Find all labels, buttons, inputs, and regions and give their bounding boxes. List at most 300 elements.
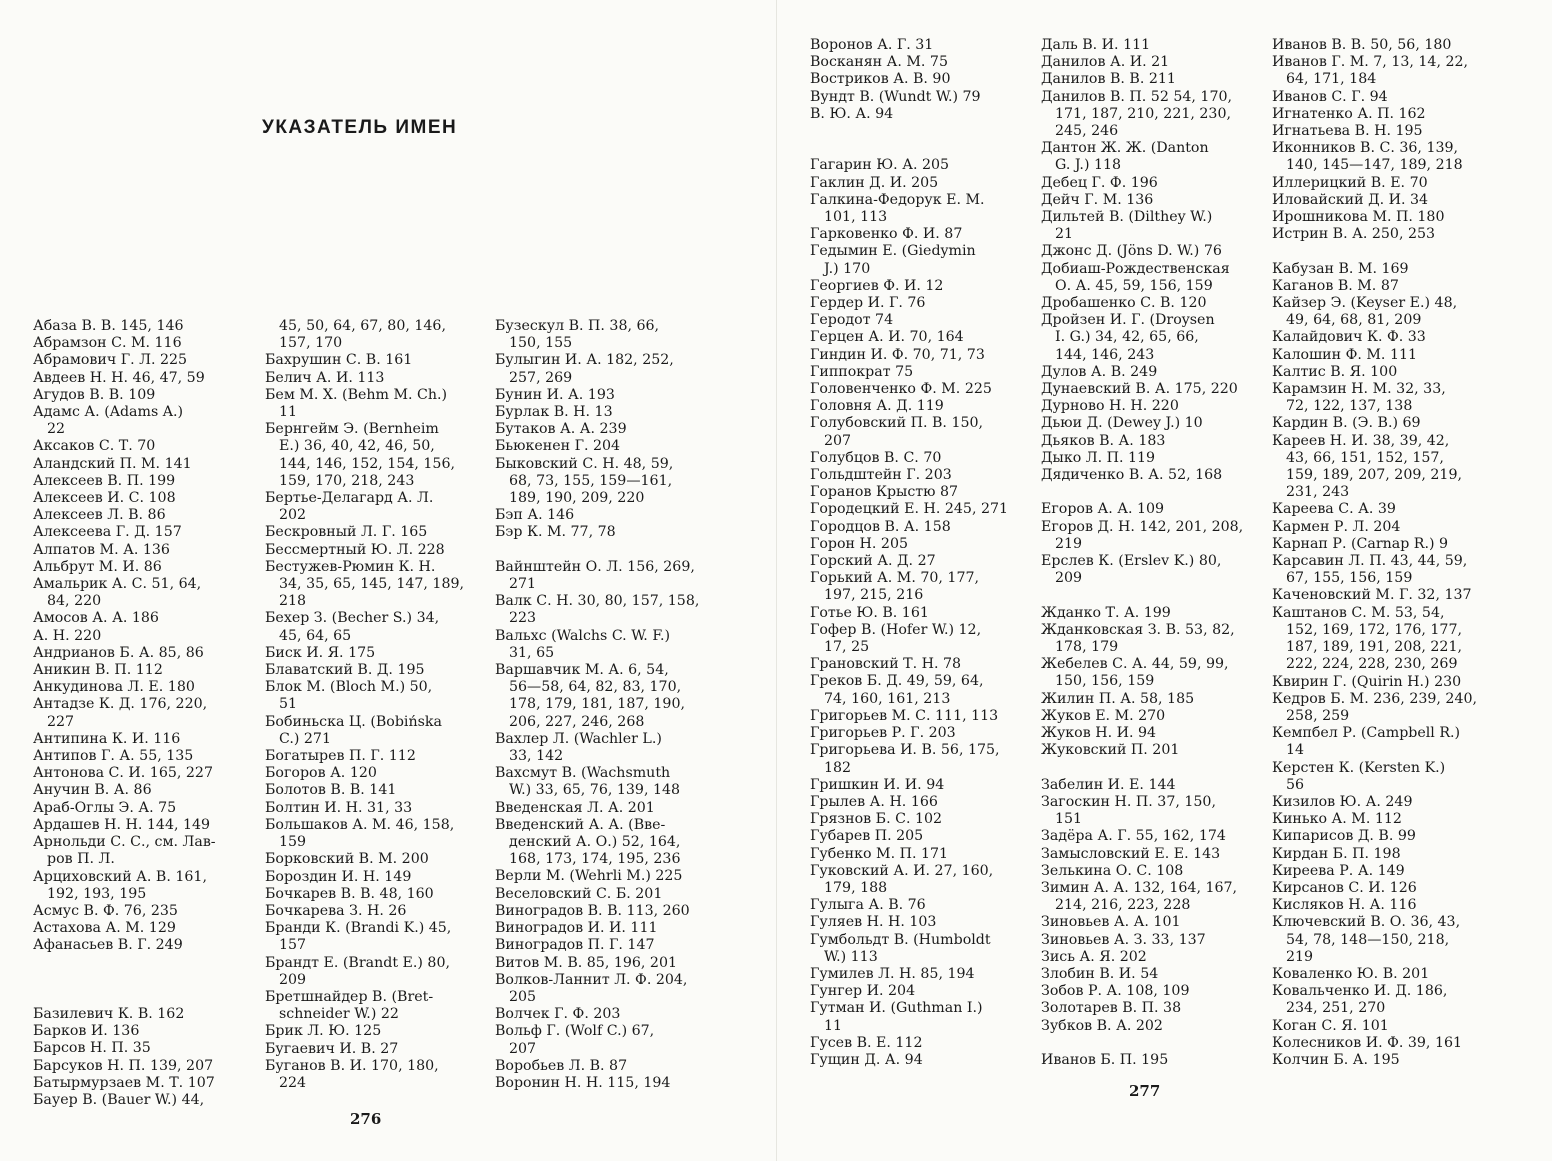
index-entry: Ардашев Н. Н. 144, 149	[33, 816, 211, 833]
index-entry: Городецкий Е. Н. 245, 271	[810, 501, 1009, 518]
index-entry: Зелькина О. С. 108	[1041, 862, 1184, 879]
index-entry: Волчек Г. Ф. 203	[495, 1006, 621, 1023]
index-entry-continuation: 202	[279, 507, 307, 524]
index-entry: Карамзин Н. М. 32, 33,	[1272, 381, 1446, 398]
index-entry: Голубовский П. В. 150,	[810, 415, 984, 432]
index-entry: Кипарисов Д. В. 99	[1272, 828, 1416, 845]
index-entry-continuation: 179, 188	[824, 879, 888, 896]
index-entry-continuation: 178, 179	[1055, 639, 1119, 656]
index-entry-continuation: G. J.) 118	[1055, 157, 1122, 174]
index-entry: Иванов В. В. 50, 56, 180	[1272, 37, 1452, 53]
index-entry: Бузескул В. П. 38, 66,	[495, 318, 660, 334]
index-entry: Бутаков А. А. 239	[495, 421, 627, 438]
index-entry: Алексеев В. П. 199	[33, 472, 176, 489]
index-entry-continuation: 64, 171, 184	[1286, 71, 1377, 88]
index-entry: Аксаков С. Т. 70	[33, 438, 156, 455]
index-entry: Бахрушин С. В. 161	[265, 352, 413, 369]
index-entry-continuation: 151	[1055, 811, 1083, 828]
index-entry: Городцов В. А. 158	[810, 518, 951, 535]
index-entry: Головня А. Д. 119	[810, 398, 944, 415]
index-entry: Дантон Ж. Ж. (Danton	[1041, 140, 1209, 157]
index-entry-continuation: 150, 156, 159	[1055, 673, 1155, 690]
index-entry: Дулов А. В. 249	[1041, 363, 1158, 380]
index-entry: Бем М. Х. (Behm M. Ch.)	[265, 386, 448, 403]
index-entry: Данилов А. И. 21	[1041, 54, 1170, 71]
index-entry: Иллерицкий В. Е. 70	[1272, 174, 1428, 191]
index-entry-continuation: денский А. О.) 52, 164,	[509, 834, 681, 851]
index-entry: Брандт Е. (Brandt E.) 80,	[265, 954, 450, 971]
index-entry: Быковский С. Н. 48, 59,	[495, 455, 674, 472]
index-entry: Гедымин Е. (Giedymin	[810, 243, 976, 260]
index-entry-continuation: 45, 50, 64, 67, 80, 146,	[279, 318, 446, 334]
index-entry: Данилов В. П. 52 54, 170,	[1041, 88, 1233, 105]
index-entry: Араб-Оглы Э. А. 75	[33, 799, 177, 816]
index-entry-continuation: 209	[1055, 570, 1083, 587]
section-gap	[33, 955, 216, 972]
index-entry-continuation: 54, 78, 148—150, 218,	[1286, 931, 1450, 948]
index-entry-continuation: 219	[1055, 535, 1083, 552]
index-entry-continuation: I. G.) 34, 42, 65, 66,	[1055, 329, 1199, 346]
index-entry: Каченовский М. Г. 32, 137	[1272, 587, 1472, 604]
index-entry: Жданковская З. В. 53, 82,	[1041, 621, 1235, 638]
index-entry: Колесников И. Ф. 39, 161	[1272, 1034, 1463, 1051]
index-entry-continuation: 56—58, 64, 82, 83, 170,	[509, 679, 682, 696]
index-entry: Злобин В. И. 54	[1041, 965, 1159, 982]
index-column-2	[265, 318, 464, 1092]
index-entry: Абрамзон С. М. 116	[33, 335, 182, 352]
index-entry-continuation: 14	[1286, 742, 1305, 759]
index-entry: Барсуков Н. П. 139, 207	[33, 1057, 214, 1074]
index-entry-continuation: 31, 65	[509, 644, 555, 661]
index-entry: Бескровный Л. Г. 165	[265, 524, 428, 541]
index-entry: Данилов В. В. 211	[1041, 71, 1176, 88]
index-entry-continuation: C.) 271	[279, 730, 331, 747]
index-entry: Греков Б. Д. 49, 59, 64,	[810, 673, 984, 690]
index-entry: Кисляков Н. А. 116	[1272, 897, 1417, 914]
index-entry-continuation: 187, 189, 191, 208, 221,	[1286, 639, 1462, 656]
index-entry: Каганов В. М. 87	[1272, 277, 1399, 294]
index-entry: Замысловский Е. Е. 143	[1041, 845, 1221, 862]
index-entry-continuation: 168, 173, 174, 195, 236	[509, 851, 681, 868]
index-entry: Бьюкенен Г. 204	[495, 438, 621, 455]
index-entry-continuation: 21	[1055, 226, 1074, 243]
index-entry: Дыко Л. П. 119	[1041, 449, 1156, 466]
index-entry: Ключевский В. О. 36, 43,	[1272, 914, 1461, 931]
index-entry: Истрин В. А. 250, 253	[1272, 226, 1436, 243]
index-entry: Кармен Р. Л. 204	[1272, 518, 1401, 535]
index-entry-continuation: 101, 113	[824, 209, 888, 225]
index-entry: Кинько А. М. 112	[1272, 811, 1402, 828]
index-entry-continuation: 207	[509, 1040, 537, 1057]
index-entry: Забелин И. Е. 144	[1041, 776, 1176, 793]
index-entry-continuation: 11	[279, 404, 298, 421]
index-entry: Грязнов Б. С. 102	[810, 811, 943, 828]
index-entry-continuation: 157	[279, 937, 307, 954]
index-entry: Бунин И. А. 193	[495, 386, 615, 403]
index-entry: Кизилов Ю. А. 249	[1272, 793, 1413, 810]
section-gap	[1041, 760, 1243, 777]
index-entry: Гердер И. Г. 76	[810, 295, 926, 312]
index-entry: Брик Л. Ю. 125	[265, 1023, 382, 1040]
index-entry: Бессмертный Ю. Л. 228	[265, 541, 445, 558]
index-entry: Галкина-Федорук Е. М.	[810, 191, 985, 208]
index-entry: Герцен А. И. 70, 164	[810, 329, 964, 346]
index-entry: Гаклин Д. И. 205	[810, 174, 939, 191]
index-entry: Дунаевский В. А. 175, 220	[1041, 381, 1238, 398]
index-entry: Гутман И. (Guthman I.)	[810, 1000, 983, 1017]
index-entry: Батырмурзаев М. Т. 107	[33, 1074, 215, 1091]
index-entry: Аникин В. П. 112	[33, 662, 163, 679]
index-entry-continuation: W.) 113	[824, 948, 878, 965]
index-entry-continuation: schneider W.) 22	[279, 1006, 399, 1023]
index-entry: Верли М. (Wehrli M.) 225	[495, 868, 683, 885]
index-entry-continuation: 207	[824, 432, 852, 449]
index-entry: Богатырев П. Г. 112	[265, 748, 416, 765]
index-entry: Зиновьев А. З. 33, 137	[1041, 931, 1206, 948]
index-entry: Игнатенко А. П. 162	[1272, 105, 1426, 122]
index-entry: Введенский А. А. (Вве-	[495, 816, 666, 833]
index-entry: Гиндин И. Ф. 70, 71, 73	[810, 346, 985, 363]
index-entry: Кедров Б. М. 236, 239, 240,	[1272, 690, 1478, 707]
index-entry: Ерслев К. (Erslev K.) 80,	[1041, 553, 1222, 570]
section-gap	[33, 972, 216, 989]
index-entry: Загоскин Н. П. 37, 150,	[1041, 793, 1216, 810]
index-entry: Зись А. Я. 202	[1041, 948, 1147, 965]
index-entry-continuation: 192, 193, 195	[47, 885, 147, 902]
index-entry: Борковский В. М. 200	[265, 851, 429, 868]
index-entry: Зиновьев А. А. 101	[1041, 914, 1181, 931]
index-entry: Гунгер И. 204	[810, 983, 916, 1000]
index-entry: Вольф Г. (Wolf C.) 67,	[495, 1023, 655, 1040]
index-entry: А. Н. 220	[33, 627, 102, 644]
index-entry: Анучин В. А. 86	[33, 782, 152, 799]
index-entry: Ирошникова М. П. 180	[1272, 209, 1445, 226]
section-gap	[1041, 484, 1243, 501]
index-entry-continuation: 150, 155	[509, 335, 573, 352]
index-entry: Абаза В. В. 145, 146	[33, 318, 184, 334]
index-entry: Гуляев Н. Н. 103	[810, 914, 937, 931]
index-entry: Игнатьева В. Н. 195	[1272, 123, 1423, 140]
index-entry: Квирин Г. (Quirin H.) 230	[1272, 673, 1462, 690]
index-entry: Антипина К. И. 116	[33, 730, 181, 747]
index-entry-continuation: 22	[47, 421, 66, 438]
index-entry: Валк С. Н. 30, 80, 157, 158,	[495, 593, 700, 610]
index-entry: Дьяков В. А. 183	[1041, 432, 1166, 449]
index-entry: Григорьев М. С. 111, 113	[810, 707, 999, 724]
index-entry: Авдеев Н. Н. 46, 47, 59	[33, 369, 205, 386]
index-entry: Жданко Т. А. 199	[1041, 604, 1171, 621]
index-entry: Дурново Н. Н. 220	[1041, 398, 1179, 415]
index-entry: Антипов Г. А. 55, 135	[33, 748, 194, 765]
index-entry: Каштанов С. М. 53, 54,	[1272, 604, 1445, 621]
index-entry: Голубцов В. С. 70	[810, 449, 942, 466]
index-entry-continuation: 159	[279, 834, 307, 851]
index-entry: Астахова А. М. 129	[33, 920, 176, 937]
index-entry: Егоров Д. Н. 142, 201, 208,	[1041, 518, 1244, 535]
index-entry: Гумилев Л. Н. 85, 194	[810, 965, 975, 982]
index-entry: Алексеева Г. Д. 157	[33, 524, 182, 541]
index-entry-continuation: 11	[824, 1017, 843, 1034]
index-entry: Готье Ю. В. 161	[810, 604, 929, 621]
index-entry-continuation: 159, 170, 218, 243	[279, 472, 415, 489]
index-entry: Вальхс (Walchs C. W. F.)	[495, 627, 670, 644]
index-entry: Гиппократ 75	[810, 363, 914, 380]
index-entry: Вахлер Л. (Wachler L.)	[495, 730, 662, 747]
index-entry: Кирсанов С. И. 126	[1272, 879, 1417, 896]
page-number-right: 277	[1129, 1082, 1161, 1100]
index-entry-continuation: 209	[279, 971, 307, 988]
index-entry: Добиаш-Рождественская	[1041, 260, 1230, 277]
index-entry: Гарковенко Ф. И. 87	[810, 226, 963, 243]
index-entry: Дробашенко С. В. 120	[1041, 295, 1207, 312]
index-entry: Горон Н. 205	[810, 535, 908, 552]
index-entry: Анкудинова Л. Е. 180	[33, 679, 195, 696]
index-entry-continuation: 159, 189, 207, 209, 219,	[1286, 467, 1462, 484]
index-entry-continuation: 43, 66, 151, 152, 157,	[1286, 449, 1444, 466]
index-entry: Асмус В. Ф. 76, 235	[33, 902, 178, 919]
index-column-1	[33, 318, 216, 1109]
index-entry: Виноградов П. Г. 147	[495, 937, 655, 954]
index-entry: Джонс Д. (Jöns D. W.) 76	[1041, 243, 1222, 260]
index-entry-continuation: 74, 160, 161, 213	[824, 690, 951, 707]
index-entry: Гусев В. Е. 112	[810, 1034, 923, 1051]
index-entry-continuation: 234, 251, 270	[1286, 1000, 1386, 1017]
index-entry: Бауер В. (Bauer W.) 44,	[33, 1092, 205, 1109]
index-entry: Георгиев Ф. И. 12	[810, 277, 944, 294]
index-entry: Алексеев Л. В. 86	[33, 507, 166, 524]
index-entry-continuation: 189, 190, 209, 220	[509, 490, 645, 507]
index-entry: Антонова С. И. 165, 227	[33, 765, 213, 782]
index-entry: Григорьева И. В. 56, 175,	[810, 742, 1000, 759]
index-entry-continuation: 182	[824, 759, 852, 776]
index-entry: Варшавчик М. А. 6, 54,	[495, 662, 669, 679]
index-entry: Горский А. Д. 27	[810, 553, 936, 570]
index-entry: Барков И. 136	[33, 1023, 140, 1040]
index-entry: Бестужев-Рюмин К. Н.	[265, 558, 436, 575]
index-entry: Егоров А. А. 109	[1041, 501, 1165, 518]
index-entry: Базилевич К. В. 162	[33, 1006, 185, 1023]
index-entry-continuation: 45, 64, 65	[279, 627, 352, 644]
index-entry-continuation: 56	[1286, 776, 1305, 793]
index-entry: Бехер З. (Becher S.) 34,	[265, 610, 440, 627]
index-entry: Иловайский Д. И. 34	[1272, 191, 1429, 208]
index-entry-continuation: 67, 155, 156, 159	[1286, 570, 1413, 587]
index-entry: В. Ю. А. 94	[810, 105, 894, 122]
index-entry: Бэп А. 146	[495, 507, 575, 524]
index-entry: Волков-Ланнит Л. Ф. 204,	[495, 971, 688, 988]
index-entry-continuation: 51	[279, 696, 298, 713]
index-entry: Дильтей В. (Dilthey W.)	[1041, 209, 1213, 226]
index-entry: Киреева Р. А. 149	[1272, 862, 1405, 879]
index-entry-continuation: E.) 36, 40, 42, 46, 50,	[279, 438, 435, 455]
index-entry-continuation: 33, 142	[509, 748, 564, 765]
index-entry: Коваленко Ю. В. 201	[1272, 965, 1430, 982]
index-entry: Андрианов Б. А. 85, 86	[33, 644, 204, 661]
index-entry: Булыгин И. А. 182, 252,	[495, 352, 674, 369]
section-gap	[810, 140, 1008, 157]
index-entry: Иванов С. Г. 94	[1272, 88, 1388, 105]
index-entry: Зимин А. А. 132, 164, 167,	[1041, 879, 1238, 896]
index-entry: Вайнштейн О. Л. 156, 269,	[495, 558, 695, 575]
index-entry: Афанасьев В. Г. 249	[33, 937, 183, 954]
index-entry-continuation: 231, 243	[1286, 484, 1350, 501]
section-gap	[810, 123, 1008, 140]
index-entry: Восканян А. М. 75	[810, 54, 948, 71]
index-entry-continuation: 49, 64, 68, 81, 209	[1286, 312, 1422, 329]
index-entry: Белич А. И. 113	[265, 369, 385, 386]
index-entry: Кареев Н. И. 38, 39, 42,	[1272, 432, 1450, 449]
section-gap	[1272, 243, 1477, 260]
index-entry: Жуковский П. 201	[1041, 742, 1180, 759]
index-entry: Вундт В. (Wundt W.) 79	[810, 88, 981, 105]
index-entry: Бороздин И. Н. 149	[265, 868, 412, 885]
index-entry-continuation: 72, 122, 137, 138	[1286, 398, 1413, 415]
index-entry: Гулыга А. В. 76	[810, 897, 926, 914]
index-entry: Воробьев Л. В. 87	[495, 1057, 628, 1074]
index-entry-continuation: 271	[509, 576, 537, 593]
index-entry-continuation: 84, 220	[47, 593, 102, 610]
index-entry: Дьюи Д. (Dewey J.) 10	[1041, 415, 1203, 432]
index-entry: Бобиньска Ц. (Bobińska	[265, 713, 442, 730]
index-entry-continuation: 222, 224, 228, 230, 269	[1286, 656, 1458, 673]
index-entry: Жебелев С. А. 44, 59, 99,	[1041, 656, 1229, 673]
index-entry-continuation: 171, 187, 210, 221, 230,	[1055, 105, 1231, 122]
index-entry: Дебец Г. Ф. 196	[1041, 174, 1158, 191]
index-entry: Головенченко Ф. М. 225	[810, 381, 992, 398]
index-entry: Колчин Б. А. 195	[1272, 1051, 1400, 1068]
index-entry: Зубков В. А. 202	[1041, 1017, 1163, 1034]
index-entry: Биск И. Я. 175	[265, 644, 376, 661]
index-entry: Амальрик А. С. 51, 64,	[33, 576, 202, 593]
index-entry: Амосов А. А. 186	[33, 610, 159, 627]
index-entry: Грылев А. Н. 166	[810, 793, 938, 810]
index-entry: Богоров А. 120	[265, 765, 377, 782]
index-entry: Иванов Г. М. 7, 13, 14, 22,	[1272, 54, 1469, 71]
index-entry: Аландский П. М. 141	[33, 455, 192, 472]
index-entry: Гришкин И. И. 94	[810, 776, 945, 793]
index-entry: Витов М. В. 85, 196, 201	[495, 954, 678, 971]
index-entry-continuation: 223	[509, 610, 537, 627]
index-entry: Алексеев И. С. 108	[33, 490, 176, 507]
index-column-4	[810, 37, 1008, 1069]
index-entry: Жуков Н. И. 94	[1041, 725, 1157, 742]
index-entry: Гольдштейн Г. 203	[810, 467, 952, 484]
index-entry: Карсавин Л. П. 43, 44, 59,	[1272, 553, 1468, 570]
index-entry: Бочкарева З. Н. 26	[265, 902, 407, 919]
index-entry: Гагарин Ю. А. 205	[810, 157, 950, 174]
index-entry: Виноградов В. В. 113, 260	[495, 902, 690, 919]
index-entry: Блаватский В. Д. 195	[265, 662, 425, 679]
index-entry: Золотарев В. П. 38	[1041, 1000, 1182, 1017]
index-entry-continuation: 218	[279, 593, 307, 610]
section-gap	[33, 989, 216, 1006]
index-entry: Антадзе К. Д. 176, 220,	[33, 696, 208, 713]
index-entry: Альбрут М. И. 86	[33, 558, 162, 575]
index-entry: Воронов А. Г. 31	[810, 37, 934, 53]
index-entry: Блок М. (Bloch M.) 50,	[265, 679, 433, 696]
index-entry: Горанов Крыстю 87	[810, 484, 959, 501]
index-entry: Карнап Р. (Carnap R.) 9	[1272, 535, 1449, 552]
index-entry: Даль В. И. 111	[1041, 37, 1151, 53]
index-entry: Калошин Ф. М. 111	[1272, 346, 1418, 363]
index-column-5	[1041, 37, 1243, 1069]
index-column-6	[1272, 37, 1477, 1069]
index-entry: Арнольди С. С., см. Лав-	[33, 834, 216, 851]
index-entry-continuation: 206, 227, 246, 268	[509, 713, 645, 730]
index-entry: Жилин П. А. 58, 185	[1041, 690, 1195, 707]
index-entry: Кирдан Б. П. 198	[1272, 845, 1401, 862]
index-entry-continuation: 144, 146, 243	[1055, 346, 1155, 363]
index-entry: Бранди К. (Brandi K.) 45,	[265, 920, 452, 937]
index-entry: Иконников В. С. 36, 139,	[1272, 140, 1459, 157]
index-entry: Гущин Д. А. 94	[810, 1051, 923, 1068]
index-entry: Жуков Е. М. 270	[1041, 707, 1166, 724]
index-entry-continuation: J.) 170	[824, 260, 871, 277]
index-entry: Бурлак В. Н. 13	[495, 404, 613, 421]
index-entry: Грановский Т. Н. 78	[810, 656, 962, 673]
index-entry: Дейч Г. М. 136	[1041, 191, 1154, 208]
index-entry-continuation: 205	[509, 988, 537, 1005]
index-entry-continuation: W.) 33, 65, 76, 139, 148	[509, 782, 681, 799]
index-entry: Коган С. Я. 101	[1272, 1017, 1389, 1034]
index-entry-continuation: 219	[1286, 948, 1314, 965]
index-entry: Горький А. М. 70, 177,	[810, 570, 980, 587]
index-entry: Кабузан В. М. 169	[1272, 260, 1409, 277]
index-entry-continuation: 214, 216, 223, 228	[1055, 897, 1191, 914]
index-entry: Гуковский А. И. 27, 160,	[810, 862, 994, 879]
index-entry: Иванов Б. П. 195	[1041, 1051, 1169, 1068]
index-entry: Дройзен И. Г. (Droysen	[1041, 312, 1215, 329]
index-entry: Калтис В. Я. 100	[1272, 363, 1398, 380]
index-entry: Дядиченко В. А. 52, 168	[1041, 467, 1223, 484]
index-entry: Бертье-Делагард А. Л.	[265, 490, 434, 507]
index-entry-continuation: 178, 179, 181, 187, 190,	[509, 696, 685, 713]
index-entry-continuation: 227	[47, 713, 75, 730]
index-entry-continuation: 68, 73, 155, 159—161,	[509, 472, 673, 489]
index-entry: Геродот 74	[810, 312, 894, 329]
index-column-3	[495, 318, 699, 1092]
section-gap	[495, 542, 699, 559]
section-gap	[1041, 1035, 1243, 1052]
index-entry: Алпатов М. А. 136	[33, 541, 170, 558]
index-entry: Барсов Н. П. 35	[33, 1040, 151, 1057]
index-entry-continuation: 152, 169, 172, 176, 177,	[1286, 621, 1462, 638]
index-entry: Задёра А. Г. 55, 162, 174	[1041, 828, 1226, 845]
index-entry: Арциховский А. В. 161,	[33, 868, 207, 885]
index-entry-continuation: 197, 215, 216	[824, 587, 924, 604]
index-entry-continuation: ров П. Л.	[47, 851, 115, 868]
index-entry-continuation: 257, 269	[509, 369, 573, 386]
index-entry-continuation: 258, 259	[1286, 707, 1350, 724]
index-entry: Григорьев Р. Г. 203	[810, 725, 956, 742]
index-entry-continuation: 144, 146, 152, 154, 156,	[279, 455, 455, 472]
index-entry: Гумбольдт В. (Humboldt	[810, 931, 991, 948]
index-entry: Ковальченко И. Д. 186,	[1272, 983, 1448, 1000]
index-entry: Абрамович Г. Л. 225	[33, 352, 188, 369]
index-entry: Губенко М. П. 171	[810, 845, 949, 862]
index-entry: Воронин Н. Н. 115, 194	[495, 1074, 671, 1091]
index-entry: Вахсмут В. (Wachsmuth	[495, 765, 671, 782]
index-entry: Кемпбел Р. (Campbell R.)	[1272, 725, 1461, 742]
index-entry: Большаков А. М. 46, 158,	[265, 816, 455, 833]
index-entry-continuation: О. А. 45, 59, 156, 159	[1055, 277, 1213, 294]
index-entry: Бернгейм Э. (Bernheim	[265, 421, 439, 438]
index-entry: Бугаевич И. В. 27	[265, 1040, 399, 1057]
index-entry: Кареева С. А. 39	[1272, 501, 1396, 518]
index-entry: Бочкарев В. В. 48, 160	[265, 885, 434, 902]
index-entry-continuation: 224	[279, 1074, 307, 1091]
index-entry: Болтин И. Н. 31, 33	[265, 799, 413, 816]
